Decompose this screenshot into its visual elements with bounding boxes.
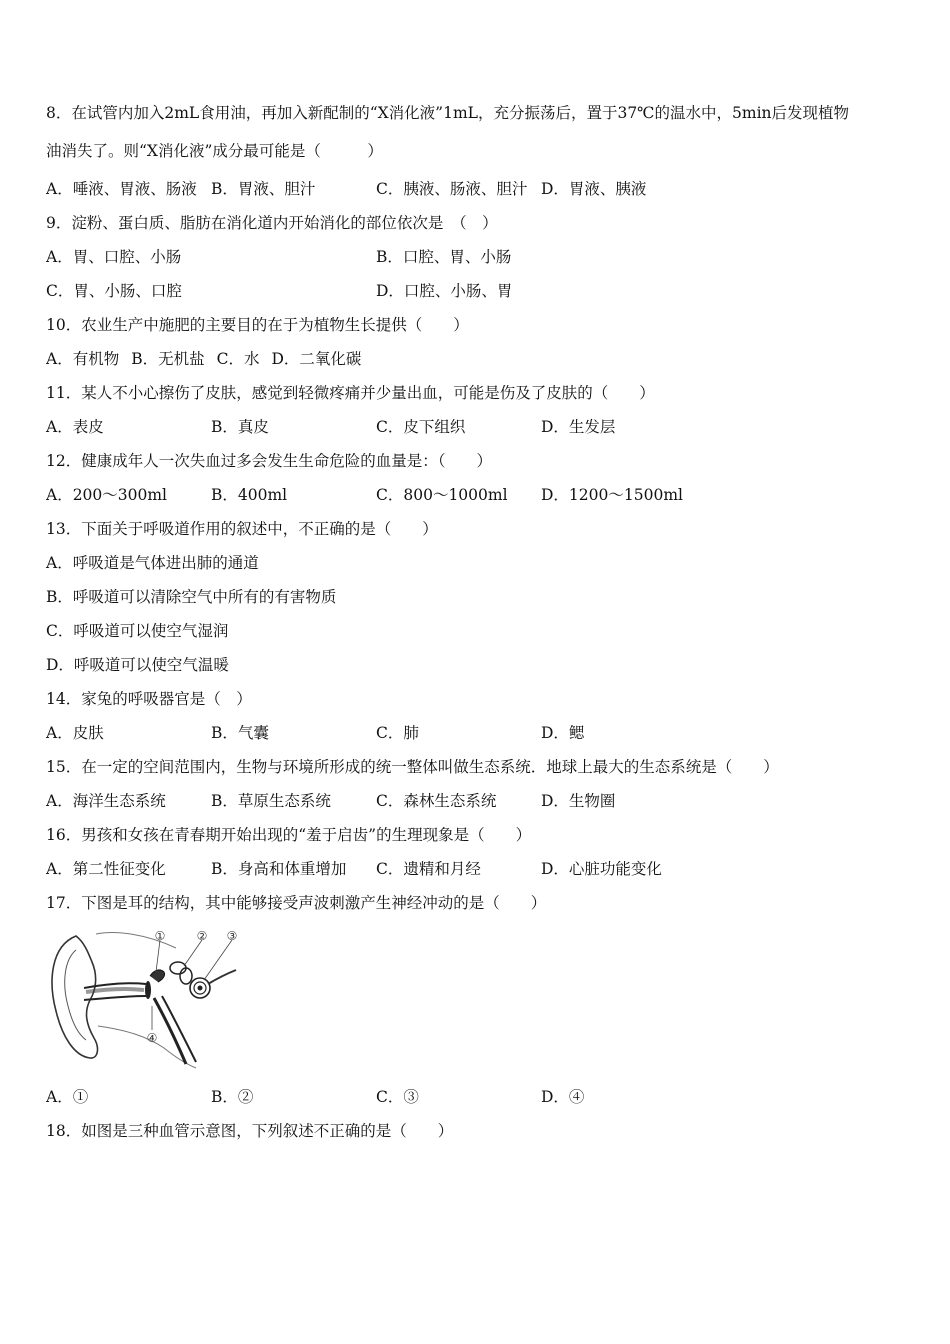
option-a[interactable]: A．海洋生态系统: [46, 792, 166, 810]
option-a[interactable]: A．皮肤: [46, 724, 104, 742]
option-c[interactable]: C．遗精和月经: [376, 860, 481, 878]
option-d[interactable]: D．胃液、胰液: [541, 180, 647, 198]
question-14-options: [46, 718, 916, 752]
option-d[interactable]: D．生物圈: [541, 792, 616, 810]
question-10-stem: 10．农业生产中施肥的主要目的在于为植物生长提供（ ）: [46, 316, 469, 334]
question-18-stem: 18．如图是三种血管示意图，下列叙述不正确的是（ ）: [46, 1122, 454, 1140]
option-d[interactable]: D．鳃: [541, 724, 585, 742]
exam-page: [46, 98, 916, 1150]
option-a[interactable]: A．呼吸道是气体进出肺的通道: [46, 554, 259, 572]
pinna-outline: [52, 936, 97, 1058]
option-d[interactable]: D．1200～1500ml: [541, 486, 683, 504]
question-15-options: [46, 786, 916, 820]
question-15-stem: 15．在一定的空间范围内，生物与环境所形成的统一整体叫做生态系统．地球上最大的生态系统是（ ）: [46, 758, 779, 776]
option-b[interactable]: B．气囊: [211, 724, 269, 742]
question-17-stem: 17．下图是耳的结构，其中能够接受声波刺激产生神经冲动的是（ ）: [46, 894, 547, 912]
question-12-stem: 12．健康成年人一次失血过多会发生生命危险的血量是：（ ）: [46, 452, 492, 470]
ossicles: [150, 970, 165, 982]
ear-diagram: [46, 926, 246, 1071]
option-c[interactable]: C．③: [376, 1088, 419, 1106]
option-a[interactable]: A．表皮: [46, 418, 104, 436]
option-c[interactable]: C．胰液、肠液、胆汁: [376, 180, 528, 198]
option-d[interactable]: D．④: [541, 1088, 585, 1106]
option-c[interactable]: C．水: [216, 350, 260, 368]
ear-canal-bottom: [84, 996, 146, 1000]
question-16-options: [46, 854, 916, 888]
pointer-line-2: [184, 940, 202, 966]
option-c[interactable]: C．森林生态系统: [376, 792, 497, 810]
eustachian-tube-wall: [162, 996, 196, 1062]
option-d[interactable]: D．呼吸道可以使空气温暖: [46, 656, 229, 674]
option-a[interactable]: A．唾液、胃液、肠液: [46, 180, 197, 198]
cochlea-center: [198, 986, 203, 991]
auditory-nerve: [208, 970, 236, 984]
question-12-options: [46, 480, 916, 514]
option-d[interactable]: D．口腔、小肠、胃: [376, 282, 513, 300]
option-b[interactable]: B．无机盐: [131, 350, 205, 368]
question-13-stem: 13．下面关于呼吸道作用的叙述中，不正确的是（ ）: [46, 520, 438, 538]
option-b[interactable]: B．口腔、胃、小肠: [376, 248, 512, 266]
option-d[interactable]: D．心脏功能变化: [541, 860, 662, 878]
figure-label-4: ④: [146, 1031, 158, 1045]
option-b[interactable]: B．真皮: [211, 418, 269, 436]
option-b[interactable]: B．呼吸道可以清除空气中所有的有害物质: [46, 588, 337, 606]
option-a[interactable]: A．①: [46, 1088, 89, 1106]
pinna-inner-fold: [65, 950, 86, 1040]
question-8-stem-line-2: 油消失了。则“X消化液”成分最可能是（ ）: [46, 142, 383, 160]
option-c[interactable]: C．皮下组织: [376, 418, 466, 436]
question-9-stem: 9．淀粉、蛋白质、脂肪在消化道内开始消化的部位依次是 （ ）: [46, 214, 498, 232]
question-11-options: [46, 412, 916, 446]
option-b[interactable]: B．②: [211, 1088, 254, 1106]
question-9-options-row-1: [46, 242, 916, 276]
figure-label-1: ①: [154, 929, 166, 943]
option-a[interactable]: A．200～300ml: [46, 486, 168, 504]
eardrum: [145, 981, 151, 999]
ear-structure-figure: [46, 926, 916, 1076]
option-a[interactable]: A．第二性征变化: [46, 860, 166, 878]
question-11-stem: 11．某人不小心擦伤了皮肤，感觉到轻微疼痛并少量出血，可能是伤及了皮肤的（ ）: [46, 384, 655, 402]
option-d[interactable]: D．生发层: [541, 418, 616, 436]
option-c[interactable]: C．呼吸道可以使空气湿润: [46, 622, 229, 640]
option-b[interactable]: B．身高和体重增加: [211, 860, 347, 878]
option-d[interactable]: D．二氧化碳: [271, 350, 362, 368]
question-17-options: [46, 1082, 916, 1116]
option-a[interactable]: A．有机物: [46, 350, 120, 368]
option-c[interactable]: C．胃、小肠、口腔: [46, 282, 182, 300]
question-16-stem: 16．男孩和女孩在青春期开始出现的“羞于启齿”的生理现象是（ ）: [46, 826, 532, 844]
option-c[interactable]: C．肺: [376, 724, 419, 742]
pointer-line-1: [156, 940, 160, 972]
question-8-options: [46, 174, 916, 208]
question-14-stem: 14．家兔的呼吸器官是（ ）: [46, 690, 252, 708]
question-10-options: [46, 344, 916, 378]
option-c[interactable]: C．800～1000ml: [376, 486, 508, 504]
question-9-options-row-2: [46, 276, 916, 310]
figure-label-2: ②: [196, 929, 208, 943]
question-8-stem-line-1: 8．在试管内加入2mL食用油，再加入新配制的“X消化液”1mL，充分振荡后，置于37℃的温水中，5min后发现植物: [46, 104, 850, 122]
option-a[interactable]: A．胃、口腔、小肠: [46, 248, 182, 266]
figure-label-3: ③: [226, 929, 238, 943]
option-b[interactable]: B．草原生态系统: [211, 792, 331, 810]
option-b[interactable]: B．400ml: [211, 486, 288, 504]
option-b[interactable]: B．胃液、胆汁: [211, 180, 316, 198]
ear-canal-shade: [86, 989, 144, 992]
